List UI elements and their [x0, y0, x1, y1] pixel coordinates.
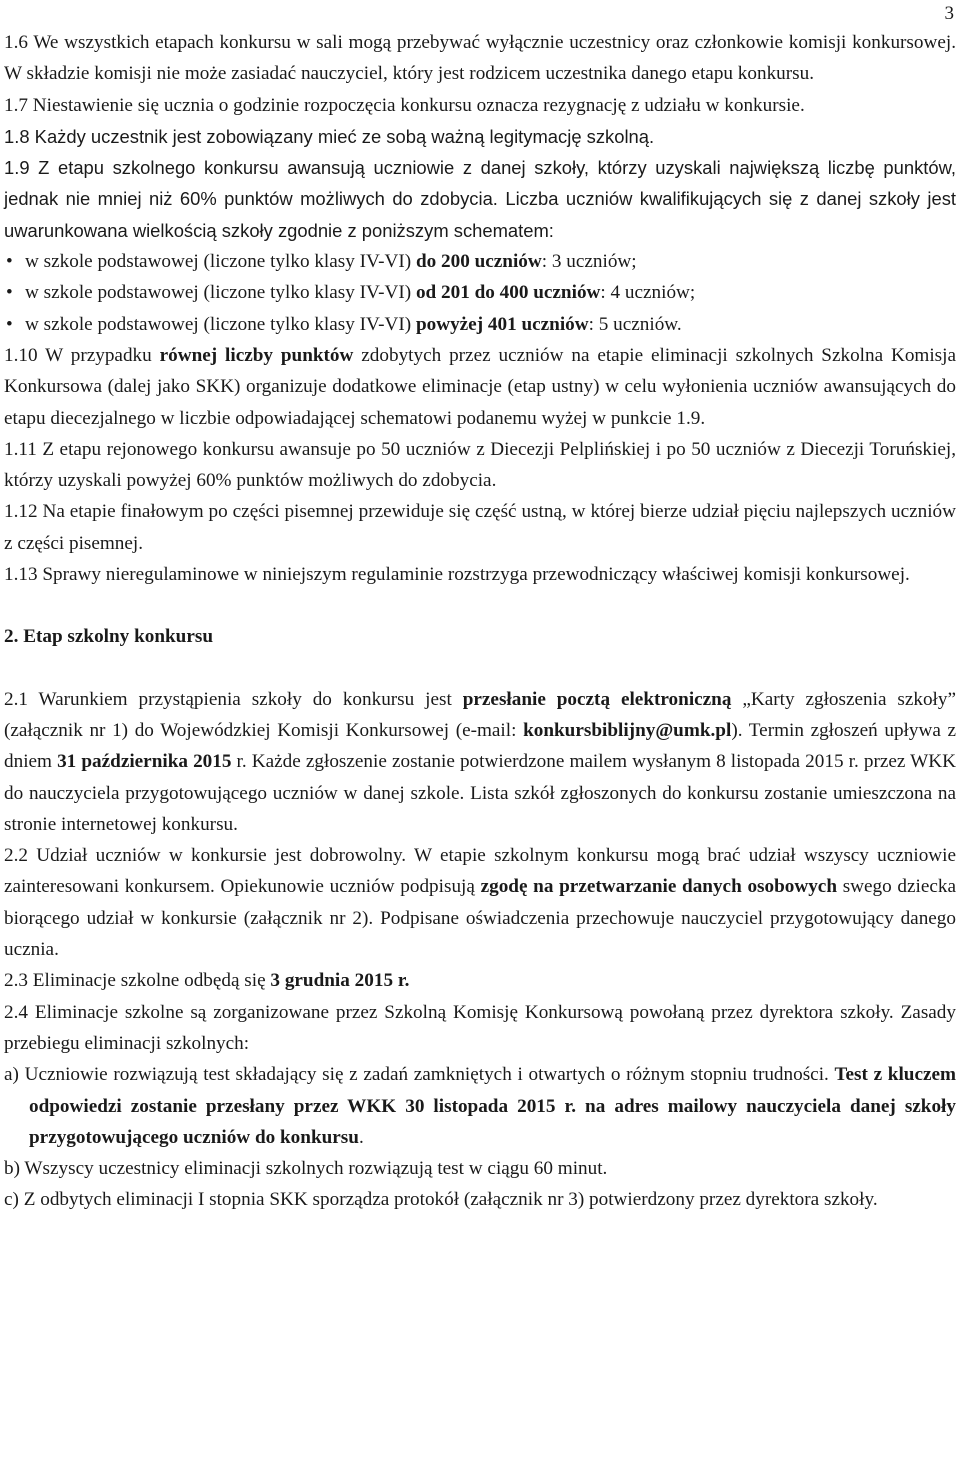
- contest-email: konkursbiblijny@umk.pl: [523, 719, 732, 741]
- paragraph-2-1: 2.1 Warunkiem przystąpienia szkoły do konkursu jest przesłanie pocztą elektroniczną „Karty zgłoszenia szkoły” (załącznik nr 1) do Wojewódzkiej Komisji Konkursowej (e-mail: konkursbiblijny@umk.pl). Termin zgłoszeń upływa z dniem 31 października 2015 r. Każde zgłoszenie zostanie potwierdzone mailem wysłanym 8 listopada 2015 r. przez WKK do nauczyciela przygotowującego uczniów w danej szkole. Lista szkół zgłoszonych do konkursu zostanie umieszczona na stronie internetowej konkursu.: [4, 688, 956, 835]
- paragraph-2-4: 2.4 Eliminacje szkolne są zorganizowane przez Szkolną Komisję Konkursową powołaną przez dyrektora szkoły. Zasady przebiegu eliminacji szkolnych:: [4, 1001, 956, 1054]
- rule-item-b: b) Wszyscy uczestnicy eliminacji szkolnych rozwiązują test w ciągu 60 minut.: [4, 1158, 608, 1180]
- document-body: [4, 27, 956, 1216]
- list-item: • w szkole podstawowej (liczone tylko klasy IV-VI) od 201 do 400 uczniów: 4 uczniów;: [4, 277, 956, 308]
- paragraph-1-12: 1.12 Na etapie finałowym po części pisemnej przewiduje się część ustną, w której bierze udział pięciu najlepszych uczniów z części pisemnej.: [4, 501, 956, 554]
- bullet-icon: •: [6, 251, 13, 273]
- bullet-icon: •: [6, 313, 13, 335]
- paragraph-1-9-a: [4, 152, 956, 246]
- paragraph-1-13: 1.13 Sprawy nieregulaminowe w niniejszym regulaminie rozstrzyga przewodniczący właściwej komisji konkursowej.: [4, 564, 910, 586]
- paragraph-1-10: 1.10 W przypadku równej liczby punktów zdobytych przez uczniów na etapie eliminacji szkolnych Szkolna Komisja Konkursowa (dalej jako SKK) organizuje dodatkowe eliminacje (etap ustny) w celu wyłonienia uczniów awansujących do etapu diecezjalnego w liczbie odpowiadającej schematowi podanemu wyżej w punkcie 1.9.: [4, 344, 956, 429]
- paragraph-1-11: 1.11 Z etapu rejonowego konkursu awansuje po 50 uczniów z Diecezji Pelplińskiej i po 50 uczniów z Diecezji Toruńskiej, którzy uzyskali powyżej 60% punktów możliwych do zdobycia.: [4, 438, 956, 492]
- school-size-list: [4, 246, 956, 340]
- paragraph-1-9-text: 1.9 Z etapu szkolnego konkursu awansują uczniowie z danej szkoły, którzy uzyskali największą liczbę punktów, jednak nie mniej niż 60% punktów możliwych do zdobycia. Liczba uczniów kwalifikujących się z danej szkoły jest uwarunkowana wielkością szkoły zgodnie z poniższym schematem:: [4, 157, 956, 241]
- list-item: • w szkole podstawowej (liczone tylko klasy IV-VI) powyżej 401 uczniów: 5 uczniów.: [4, 309, 956, 340]
- rule-item-c: c) Z odbytych eliminacji I stopnia SKK sporządza protokół (załącznik nr 3) potwierdzony przez dyrektora szkoły.: [4, 1189, 878, 1211]
- paragraph-2-3: 2.3 Eliminacje szkolne odbędą się 3 grudnia 2015 r.: [4, 970, 410, 992]
- paragraph-1-6: 1.6 We wszystkich etapach konkursu w sali mogą przebywać wyłącznie uczestnicy oraz członkowie komisji konkursowej. W składzie komisji nie może zasiadać nauczyciel, który jest rodzicem uczestnika danego etapu konkursu.: [4, 32, 956, 85]
- bullet-icon: •: [6, 282, 13, 304]
- paragraph-1-8: 1.8 Każdy uczestnik jest zobowiązany mieć ze sobą ważną legitymację szkolną.: [4, 125, 655, 147]
- section-2-title: 2. Etap szkolny konkursu: [4, 626, 214, 648]
- list-item: • w szkole podstawowej (liczone tylko klasy IV-VI) do 200 uczniów: 3 uczniów;: [4, 246, 956, 277]
- paragraph-1-7: 1.7 Niestawienie się ucznia o godzinie rozpoczęcia konkursu oznacza rezygnację z udziału w konkursie.: [4, 94, 805, 116]
- rule-item-a: a) Uczniowie rozwiązują test składający się z zadań zamkniętych i otwartych o różnym stopniu trudności. Test z kluczem odpowiedzi zostanie przesłany przez WKK 30 listopada 2015 r. na adres mailowy nauczyciela danej szkoły przygotowującego uczniów do konkursu.: [4, 1064, 956, 1148]
- paragraph-2-2: 2.2 Udział uczniów w konkursie jest dobrowolny. W etapie szkolnym konkursu mogą brać udział wszyscy uczniowie zainteresowani konkursem. Opiekunowie uczniów podpisują zgodę na przetwarzanie danych osobowych swego dziecka biorącego udział w konkursie (załącznik nr 2). Podpisane oświadczenia przechowuje nauczyciel przygotowujący danego ucznia.: [4, 845, 956, 961]
- page-number: 3: [944, 3, 954, 24]
